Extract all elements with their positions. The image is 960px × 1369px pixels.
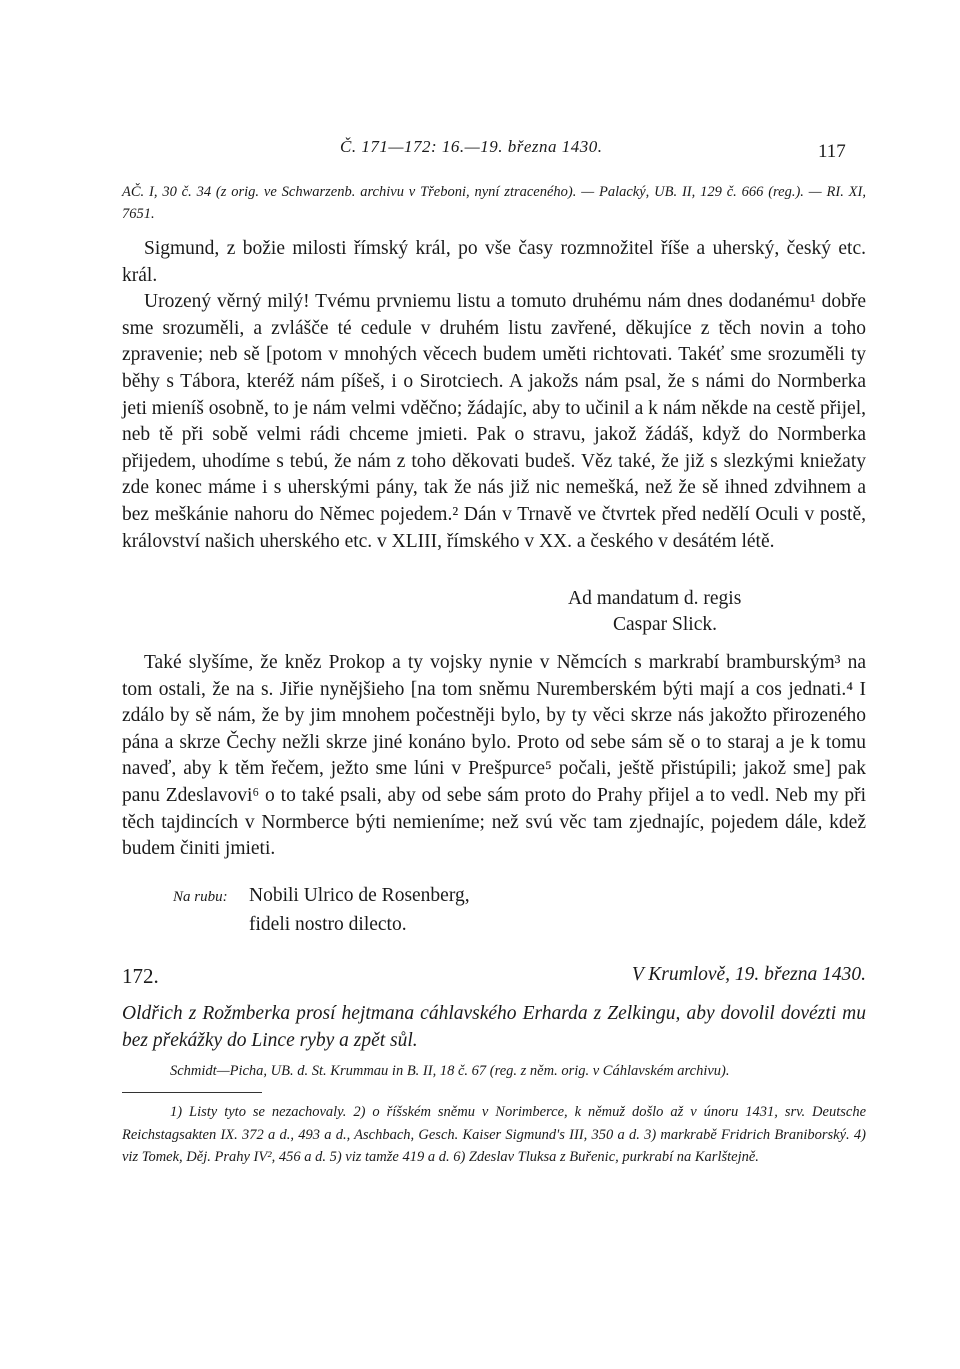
document-place-date: V Krumlově, 19. března 1430. xyxy=(631,964,866,985)
letter-body xyxy=(122,236,866,555)
page-number: 117 xyxy=(818,141,846,162)
address-block xyxy=(173,882,773,939)
postscript: Také slyšíme, že kněz Prokop a ty vojsky nynie v Němcích s markrabí bramburským³ na tom ostali, že na s. Jiřie nynějšieho [na tom sněmu Nuremberském býti mají a cos jednati.⁴ I zdálo by sě nám, že by jim mnohem počestněji bylo, by ty věci skrze nás jakožto přirozeného pána a skrze Čechy nežli skrze jiné konáno bylo. Proto od sebe sám sě o to staraj a je k tomu naveď, aby k těm řečem, ježto sme lúni v Prešpurce⁵ počali, ještě přistúpili; jakož sme] pak panu Zdeslavovi⁶ o to také psali, aby od sebe sám proto do Prahy přijel a to vedl. Neb my při těch tajdincích v Normberce býti nemieníme; než svú věc tam zjednajíc, pojedem dále, kdež budem činiti jmieti. xyxy=(122,652,866,860)
intitulatio: Sigmund, z božie milosti římský král, po vše časy rozmnožitel říše a uherský, český etc. král. xyxy=(122,238,866,286)
address-label: Na rubu: xyxy=(173,889,228,905)
footnotes xyxy=(122,1101,866,1169)
document-source: Schmidt—Picha, UB. d. St. Krummau in B. II, 18 č. 67 (reg. z něm. orig. v Cáhlavském archivu). xyxy=(170,1063,730,1079)
document-summary: Oldřich z Rožmberka prosí hejtmana cáhlavského Erharda z Zelkingu, aby dovolil dovézti mu bez překážky do Lince ryby a zpět sůl. xyxy=(122,1003,866,1051)
running-header: Č. 171—172: 16.—19. března 1430. xyxy=(340,137,603,156)
footnote-text: 1) Listy tyto se nezachovaly. 2) o říšském sněmu v Norimberce, k němuž došlo až v únoru 1431, srv. Deutsche Reichstagsakten IX. 372 a d., 493 a d., Aschbach, Gesch. Kaiser Sigmund's III, 350 a d. 3) markrabě Fridrich Braniborský. 4) viz Tomek, Děj. Prahy IV², 456 a d. 5) viz tamže 419 a d. 6) Zdeslav Tluksa z Buřenic, purkrabí na Karlštejně. xyxy=(122,1104,866,1165)
signature-mandate: Ad mandatum d. regis xyxy=(568,588,742,609)
main-paragraph: Urozený věrný milý! Tvému prvniemu listu a tomuto druhému nám dnes dodanému¹ dobře sme srozuměli, a zvlášče té cedule v druhém listu zavřené, děkujíce z těch novin a toho zpravenie; neb sě [potom v mnohých věcech budem uměti richtovati. Takéť sme srozuměli ty běhy s Tábora, kteréž nám píšeš, i o Sirotciech. A jakožs nám psal, že s námi do Normberka jeti mieníš osobně, to je nám velmi vděčno; žádajíc, aby to učinil a k nám někde na cestě přijel, neb tě při sobě velmi rádi chceme jmieti. Pak o stravu, jakož žádáš, když do Normberka přijedem, uhodíme s tebú, že nám z toho děkovati budeš. Věz také, že již s slezkými kniežaty zde konec máme i s uherskými pány, tak že nás již nic nemešká, než že sě ihned zdvihnem a bez meškánie nahoru do Němec pojedem.² Dán v Trnavě ve čtvrtek před nedělí Oculi v postě, království našich uherského etc. v XLIII, římského v XX. a českého v desátém létě. xyxy=(122,291,866,552)
signature-name: Caspar Slick. xyxy=(613,614,717,635)
footnote-divider xyxy=(122,1092,262,1093)
address-line-1: Nobili Ulrico de Rosenberg, xyxy=(249,885,470,906)
source-citation: AČ. I, 30 č. 34 (z orig. ve Schwarzenb. archivu v Třeboni, nyní ztraceného). — Palacký, UB. II, 129 č. 666 (reg.). — RI. XI, 7651. xyxy=(122,184,866,222)
document-number: 172. xyxy=(122,964,159,988)
postscript-block xyxy=(122,650,866,863)
address-line-2: fideli nostro dilecto. xyxy=(249,914,407,935)
